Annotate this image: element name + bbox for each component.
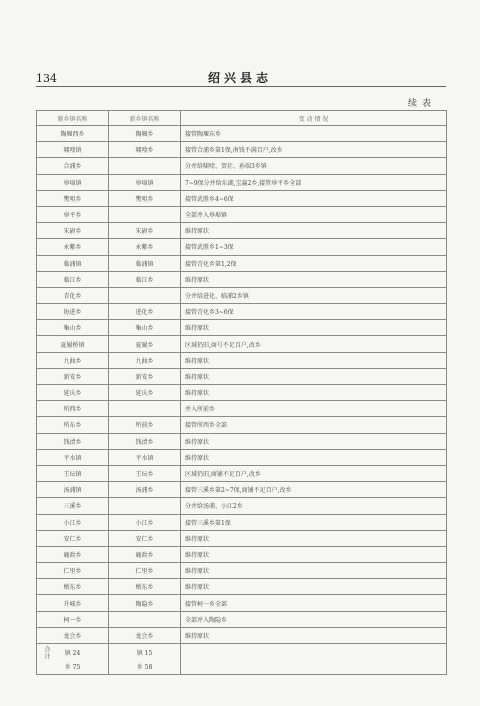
change-cell: 接管合浦乡第1保,南钱不满百户,改乡: [181, 142, 447, 158]
change-cell: 维持原状: [181, 530, 447, 546]
table-row: [37, 239, 447, 255]
change-cell: 接管武胜乡1~3保: [181, 239, 447, 255]
new-name-cell: 集山乡: [109, 320, 181, 336]
new-name-cell: 进化乡: [109, 304, 181, 320]
table-row: [37, 530, 447, 546]
old-name-cell: 啸唫镇: [37, 142, 109, 158]
table-row: [37, 465, 447, 481]
table-row: [37, 255, 447, 271]
change-cell: 区域仍旧,商号不足百户,改乡: [181, 336, 447, 352]
old-name-cell: 三溪乡: [37, 498, 109, 514]
old-name-cell: 延庆乡: [37, 385, 109, 401]
table-row: [37, 482, 447, 498]
old-name-cell: 皋埠镇: [37, 174, 109, 190]
new-name-cell: 平水镇: [109, 449, 181, 465]
change-cell: 接管陶堰东乡: [181, 126, 447, 142]
old-name-cell: 集山乡: [37, 320, 109, 336]
changes-table: [36, 110, 447, 675]
old-name-cell: 龙会乡: [37, 627, 109, 643]
new-name-cell: 钱清乡: [109, 433, 181, 449]
old-name-cell: 协进乡: [37, 304, 109, 320]
table-row: [37, 401, 447, 417]
table-row: [37, 433, 447, 449]
total-old-cell: [37, 644, 109, 675]
change-cell: 接管所西乡全部: [181, 417, 447, 433]
old-name-cell: 柯一乡: [37, 611, 109, 627]
change-cell: 7~9保分并给东湖,宝赢2乡,接管皋平乡全部: [181, 174, 447, 190]
table-row: [37, 368, 447, 384]
new-name-cell: 稽东乡: [109, 579, 181, 595]
change-cell: 维持原状: [181, 223, 447, 239]
table-body: [37, 126, 447, 644]
old-name-cell: 安仁乡: [37, 530, 109, 546]
table-row: [37, 126, 447, 142]
table-row: [37, 287, 447, 303]
change-cell: 全部并入陶隐乡: [181, 611, 447, 627]
old-name-cell: 平水镇: [37, 449, 109, 465]
table-row: [37, 174, 447, 190]
new-name-cell: 陶隐乡: [109, 595, 181, 611]
old-name-cell: 合浦乡: [37, 158, 109, 174]
new-name-cell: 临浦镇: [109, 255, 181, 271]
new-name-cell: [109, 206, 181, 222]
total-old-zhen: 镇 24: [64, 649, 81, 657]
new-name-cell: 鹿政乡: [109, 546, 181, 562]
new-name-cell: 龙会乡: [109, 627, 181, 643]
table-row: [37, 142, 447, 158]
change-cell: 维持原状: [181, 320, 447, 336]
change-cell: 分并给汤浦、小江2乡: [181, 498, 447, 514]
new-name-cell: 汤浦乡: [109, 482, 181, 498]
change-cell: 接管三溪乡第2~7保,商铺不足百户,改乡: [181, 482, 447, 498]
change-cell: 维持原状: [181, 627, 447, 643]
new-name-cell: [109, 287, 181, 303]
table-row: [37, 223, 447, 239]
table-row: [37, 320, 447, 336]
column-header-change: 变 动 情 况: [181, 111, 447, 126]
change-cell: 并入所前乡: [181, 401, 447, 417]
old-name-cell: 汤浦镇: [37, 482, 109, 498]
old-name-cell: 钱清乡: [37, 433, 109, 449]
table-row: [37, 627, 447, 643]
table-row: [37, 352, 447, 368]
total-old-xiang: 乡 75: [64, 663, 81, 671]
old-name-cell: 临浦镇: [37, 255, 109, 271]
total-new-cell: [109, 644, 181, 675]
table-row: [37, 514, 447, 530]
new-name-cell: 安仁乡: [109, 530, 181, 546]
change-cell: 分并给进化、临浦2乡镇: [181, 287, 447, 303]
new-name-cell: 永紫乡: [109, 239, 181, 255]
change-cell: 接管青化乡第1,2保: [181, 255, 447, 271]
change-cell: 分并给啸唫、贺社、孙端3乡镇: [181, 158, 447, 174]
new-name-cell: 樊咀乡: [109, 190, 181, 206]
new-name-cell: 夏履乡: [109, 336, 181, 352]
new-name-cell: 皋埠镇: [109, 174, 181, 190]
new-name-cell: 所前乡: [109, 417, 181, 433]
total-new-zhen: 镇 15: [136, 649, 153, 657]
old-name-cell: 临江乡: [37, 271, 109, 287]
change-cell: 接管三溪乡第1保: [181, 514, 447, 530]
new-name-cell: [109, 158, 181, 174]
change-cell: 接管柯一乡全部: [181, 595, 447, 611]
old-name-cell: 夏履桥镇: [37, 336, 109, 352]
new-name-cell: 啸唫乡: [109, 142, 181, 158]
new-name-cell: 临江乡: [109, 271, 181, 287]
table-row: [37, 336, 447, 352]
table-row: [37, 417, 447, 433]
table-row: [37, 271, 447, 287]
old-name-cell: 九曲乡: [37, 352, 109, 368]
table-row: [37, 595, 447, 611]
new-name-cell: [109, 401, 181, 417]
old-name-cell: 永紫乡: [37, 239, 109, 255]
old-name-cell: 稽东乡: [37, 579, 109, 595]
new-name-cell: [109, 611, 181, 627]
old-name-cell: 小江乡: [37, 514, 109, 530]
total-change-cell: [181, 644, 447, 675]
table-row: [37, 449, 447, 465]
page-number: 134: [36, 72, 57, 85]
change-cell: 维持原状: [181, 368, 447, 384]
old-name-cell: 樊咀乡: [37, 190, 109, 206]
new-name-cell: 王坛乡: [109, 465, 181, 481]
old-name-cell: 升城乡: [37, 595, 109, 611]
old-name-cell: 鹿政乡: [37, 546, 109, 562]
old-name-cell: 仁里乡: [37, 563, 109, 579]
old-name-cell: 陶堰西乡: [37, 126, 109, 142]
old-name-cell: 朱尉乡: [37, 223, 109, 239]
old-name-cell: 青化乡: [37, 287, 109, 303]
change-cell: 维持原状: [181, 433, 447, 449]
total-new-xiang: 乡 58: [136, 663, 153, 671]
column-header-old: 原乡镇名称: [37, 111, 109, 126]
total-row: [37, 644, 447, 675]
old-name-cell: 新安乡: [37, 368, 109, 384]
column-header-new: 新乡镇名称: [109, 111, 181, 126]
new-name-cell: [109, 498, 181, 514]
new-name-cell: 新安乡: [109, 368, 181, 384]
change-cell: 维持原状: [181, 563, 447, 579]
new-name-cell: 朱尉乡: [109, 223, 181, 239]
change-cell: 维持原状: [181, 449, 447, 465]
change-cell: 区域仍旧,商铺不足百户,改乡: [181, 465, 447, 481]
table-row: [37, 206, 447, 222]
table-row: [37, 611, 447, 627]
new-name-cell: 小江乡: [109, 514, 181, 530]
table-row: [37, 304, 447, 320]
table-row: [37, 563, 447, 579]
table-row: [37, 385, 447, 401]
page-title: 绍兴县志: [207, 71, 272, 85]
continuation-label: 续表: [407, 99, 436, 109]
old-name-cell: 所东乡: [37, 417, 109, 433]
change-cell: 接管青化乡3~6保: [181, 304, 447, 320]
change-cell: 接管武胜乡4~6保: [181, 190, 447, 206]
new-name-cell: 九曲乡: [109, 352, 181, 368]
change-cell: 维持原状: [181, 352, 447, 368]
table-row: [37, 158, 447, 174]
header-rule: [36, 86, 446, 87]
total-label: 合计: [43, 646, 50, 660]
table-row: [37, 498, 447, 514]
old-name-cell: 所西乡: [37, 401, 109, 417]
table-row: [37, 190, 447, 206]
change-cell: 维持原状: [181, 579, 447, 595]
new-name-cell: 仁里乡: [109, 563, 181, 579]
change-cell: 维持原状: [181, 546, 447, 562]
change-cell: 全部并入皋埠镇: [181, 206, 447, 222]
table-row: [37, 546, 447, 562]
new-name-cell: 陶堰乡: [109, 126, 181, 142]
new-name-cell: 延庆乡: [109, 385, 181, 401]
old-name-cell: 皋平乡: [37, 206, 109, 222]
change-cell: 维持原状: [181, 385, 447, 401]
table-row: [37, 579, 447, 595]
table-header-row: [37, 111, 447, 126]
change-cell: 维持原状: [181, 271, 447, 287]
old-name-cell: 王坛镇: [37, 465, 109, 481]
